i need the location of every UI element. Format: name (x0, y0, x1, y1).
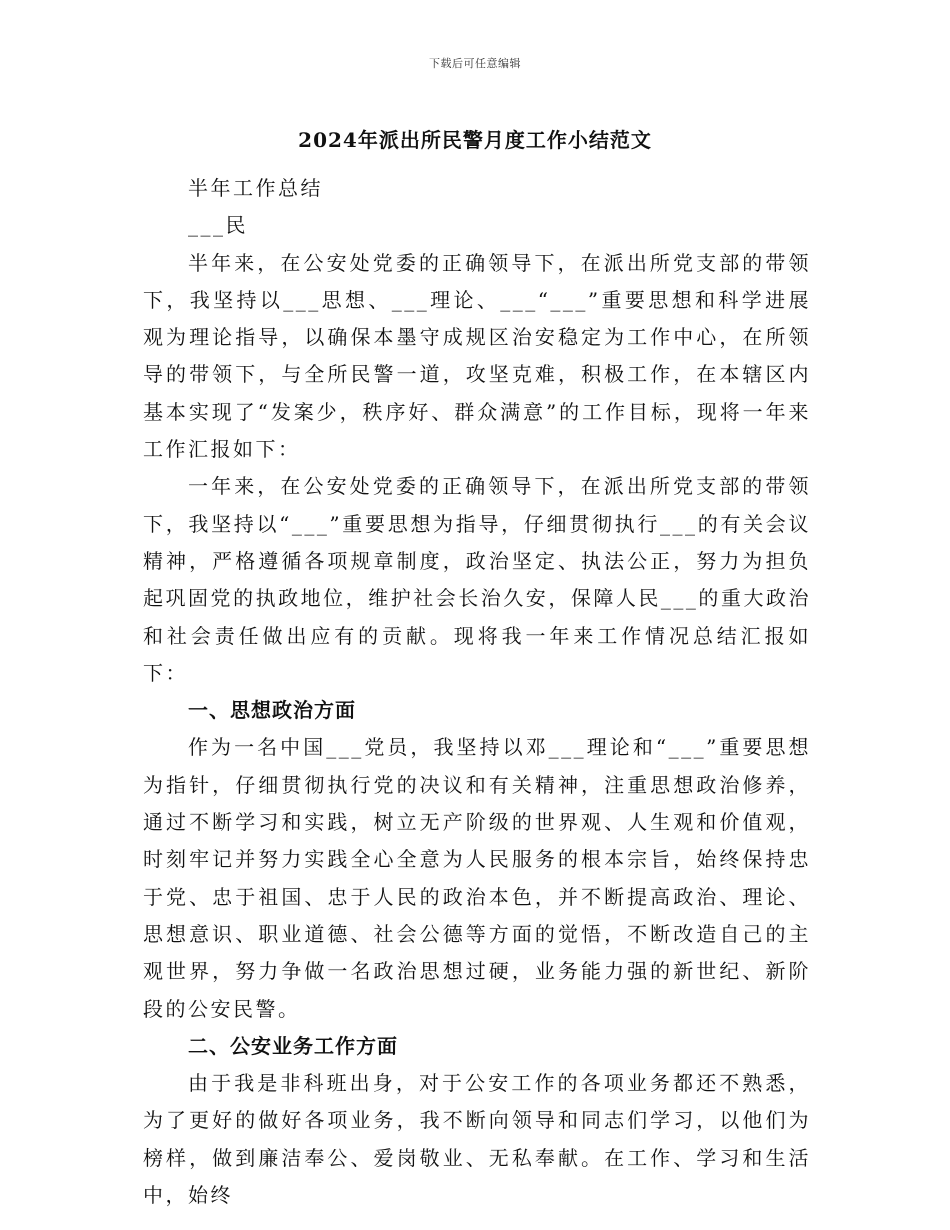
section-heading: 二、公安业务工作方面 (188, 1033, 398, 1058)
paragraph-subtitle: 半年工作总结 (188, 176, 323, 200)
paragraph: 一年来，在公安处党委的正确领导下，在派出所党支部的带领下，我坚持以“___”重要思想为指导，仔细贯彻执行___的有关会议精神，严格遵循各项规章制度，政治坚定、执法公正，努力为担负起巩固党的执政地位，维护社会长治久安，保障人民___的重大政治和社会责任做出应有的贡献。现将我一年来工作情况总结汇报如下： (143, 474, 811, 685)
paragraph: 半年来，在公安处党委的正确领导下，在派出所党支部的带领下，我坚持以___思想、___理论、___“___”重要思想和科学进展观为理论指导，以确保本墨守成规区治安稳定为工作中心，在所领导的带领下，与全所民警一道，攻坚克难，积极工作，在本辖区内基本实现了“发案少，秩序好、群众满意”的工作目标，现将一年来工作汇报如下： (143, 250, 811, 462)
header-note: 下载后可任意编辑 (429, 57, 521, 70)
document-title: 2024年派出所民警月度工作小结范文 (298, 128, 652, 152)
paragraph-author: ___民 (188, 213, 248, 238)
paragraph: 作为一名中国___党员，我坚持以邓___理论和“___”重要思想为指针，仔细贯彻执行党的决议和有关精神，注重思想政治修养，通过不断学习和实践，树立无产阶级的世界观、人生观和价值观，时刻牢记并努力实践全心全意为人民服务的根本宗旨，始终保持忠于党、忠于祖国、忠于人民的政治本色，并不断提高政治、理论、思想意识、职业道德、社会公德等方面的觉悟，不断改造自己的主观世界，努力争做一名政治思想过硬，业务能力强的新世纪、新阶段的公安民警。 (143, 735, 811, 1021)
document-body (143, 170, 811, 1214)
paragraph: 由于我是非科班出身，对于公安工作的各项业务都还不熟悉，为了更好的做好各项业务，我不断向领导和同志们学习，以他们为榜样，做到廉洁奉公、爱岗敬业、无私奉献。在工作、学习和生活中，始终 (143, 1071, 811, 1208)
section-heading: 一、思想政治方面 (188, 698, 356, 723)
